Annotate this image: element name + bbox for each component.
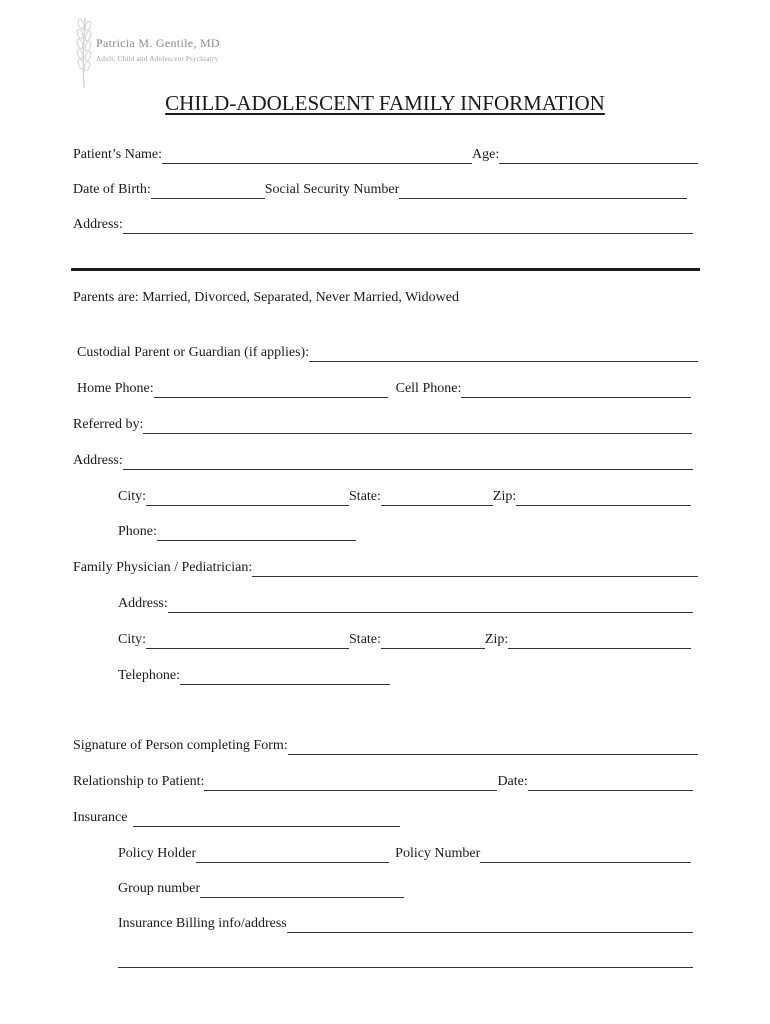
insurance-field[interactable] bbox=[133, 813, 400, 827]
phys-state-field[interactable] bbox=[381, 635, 485, 649]
wheat-stalk-icon bbox=[74, 14, 94, 90]
physician-field[interactable] bbox=[252, 563, 698, 577]
custodial-label: Custodial Parent or Guardian (if applies): bbox=[77, 345, 310, 360]
policy-number-field[interactable] bbox=[480, 849, 691, 863]
dob-label: Date of Birth: bbox=[73, 182, 151, 197]
ref-state-field[interactable] bbox=[381, 492, 493, 506]
ref-city-row bbox=[118, 486, 691, 506]
cell-phone-field[interactable] bbox=[461, 384, 691, 398]
ref-zip-label: Zip: bbox=[492, 489, 517, 504]
practice-logo bbox=[74, 14, 274, 94]
referred-by-label: Referred by: bbox=[73, 417, 144, 432]
ssn-field[interactable] bbox=[399, 185, 687, 199]
phys-address-label: Address: bbox=[118, 596, 168, 611]
patient-name-field[interactable] bbox=[162, 150, 472, 164]
age-label: Age: bbox=[472, 147, 500, 162]
referred-row bbox=[73, 414, 692, 434]
policy-holder-label: Policy Holder bbox=[118, 846, 197, 861]
age-field[interactable] bbox=[499, 150, 698, 164]
billing-continuation-row bbox=[118, 948, 693, 968]
signature-row bbox=[73, 735, 698, 755]
doctor-name: Patricia M. Gentile, MD bbox=[96, 36, 220, 50]
group-number-field[interactable] bbox=[200, 884, 404, 898]
phys-telephone-row bbox=[118, 665, 390, 685]
group-number-row bbox=[118, 878, 404, 898]
home-phone-label: Home Phone: bbox=[77, 381, 154, 396]
cell-phone-label: Cell Phone: bbox=[395, 381, 462, 396]
phys-city-row bbox=[118, 629, 691, 649]
dob-row bbox=[73, 179, 687, 199]
ref-phone-row bbox=[118, 521, 356, 541]
phys-telephone-field[interactable] bbox=[180, 671, 390, 685]
billing-row bbox=[118, 913, 693, 933]
practice-specialty: Adult, Child and Adolescent Psychiatry bbox=[96, 55, 219, 63]
ref-phone-field[interactable] bbox=[157, 527, 356, 541]
form-title: CHILD-ADOLESCENT FAMILY INFORMATION bbox=[165, 91, 605, 115]
phys-address-field[interactable] bbox=[168, 599, 693, 613]
home-phone-field[interactable] bbox=[154, 384, 388, 398]
ref-city-field[interactable] bbox=[146, 492, 349, 506]
section-divider bbox=[71, 268, 700, 271]
referred-by-field[interactable] bbox=[143, 420, 692, 434]
billing-continuation-field[interactable] bbox=[118, 954, 693, 968]
policy-number-label: Policy Number bbox=[395, 846, 481, 861]
ref-zip-field[interactable] bbox=[516, 492, 691, 506]
custodial-field[interactable] bbox=[309, 348, 698, 362]
ssn-label: Social Security Number bbox=[264, 182, 400, 197]
phys-zip-label: Zip: bbox=[484, 632, 509, 647]
billing-field[interactable] bbox=[287, 919, 693, 933]
policy-holder-field[interactable] bbox=[196, 849, 389, 863]
dob-field[interactable] bbox=[151, 185, 265, 199]
insurance-label: Insurance bbox=[73, 810, 128, 825]
ref-state-label: State: bbox=[349, 489, 381, 504]
group-number-label: Group number bbox=[118, 881, 201, 896]
phys-zip-field[interactable] bbox=[508, 635, 691, 649]
policy-row bbox=[118, 843, 691, 863]
phones-row bbox=[77, 378, 691, 398]
date-field[interactable] bbox=[528, 777, 693, 791]
insurance-row bbox=[73, 807, 400, 827]
phys-city-field[interactable] bbox=[146, 635, 349, 649]
patient-name-label: Patient’s Name: bbox=[73, 147, 163, 162]
address-label: Address: bbox=[73, 217, 123, 232]
signature-field[interactable] bbox=[288, 741, 698, 755]
billing-label: Insurance Billing info/address bbox=[118, 916, 287, 931]
relationship-row bbox=[73, 771, 693, 791]
ref-address-row bbox=[73, 450, 693, 470]
date-label: Date: bbox=[497, 774, 528, 789]
ref-city-label: City: bbox=[118, 489, 147, 504]
ref-address-field[interactable] bbox=[123, 456, 693, 470]
relationship-label: Relationship to Patient: bbox=[73, 774, 205, 789]
ref-address-label: Address: bbox=[73, 453, 123, 468]
phys-telephone-label: Telephone: bbox=[118, 668, 180, 683]
phys-address-row bbox=[118, 593, 693, 613]
phys-state-label: State: bbox=[349, 632, 381, 647]
custodial-row bbox=[77, 342, 698, 362]
parents-status: Parents are: Married, Divorced, Separated, Never Married, Widowed bbox=[73, 290, 459, 305]
physician-label: Family Physician / Pediatrician: bbox=[73, 560, 253, 575]
physician-row bbox=[73, 557, 698, 577]
relationship-field[interactable] bbox=[204, 777, 497, 791]
phys-city-label: City: bbox=[118, 632, 147, 647]
address-row bbox=[73, 214, 693, 234]
ref-phone-label: Phone: bbox=[118, 524, 157, 539]
address-field[interactable] bbox=[123, 220, 693, 234]
patient-name-row bbox=[73, 144, 698, 164]
signature-label: Signature of Person completing Form: bbox=[73, 738, 288, 753]
